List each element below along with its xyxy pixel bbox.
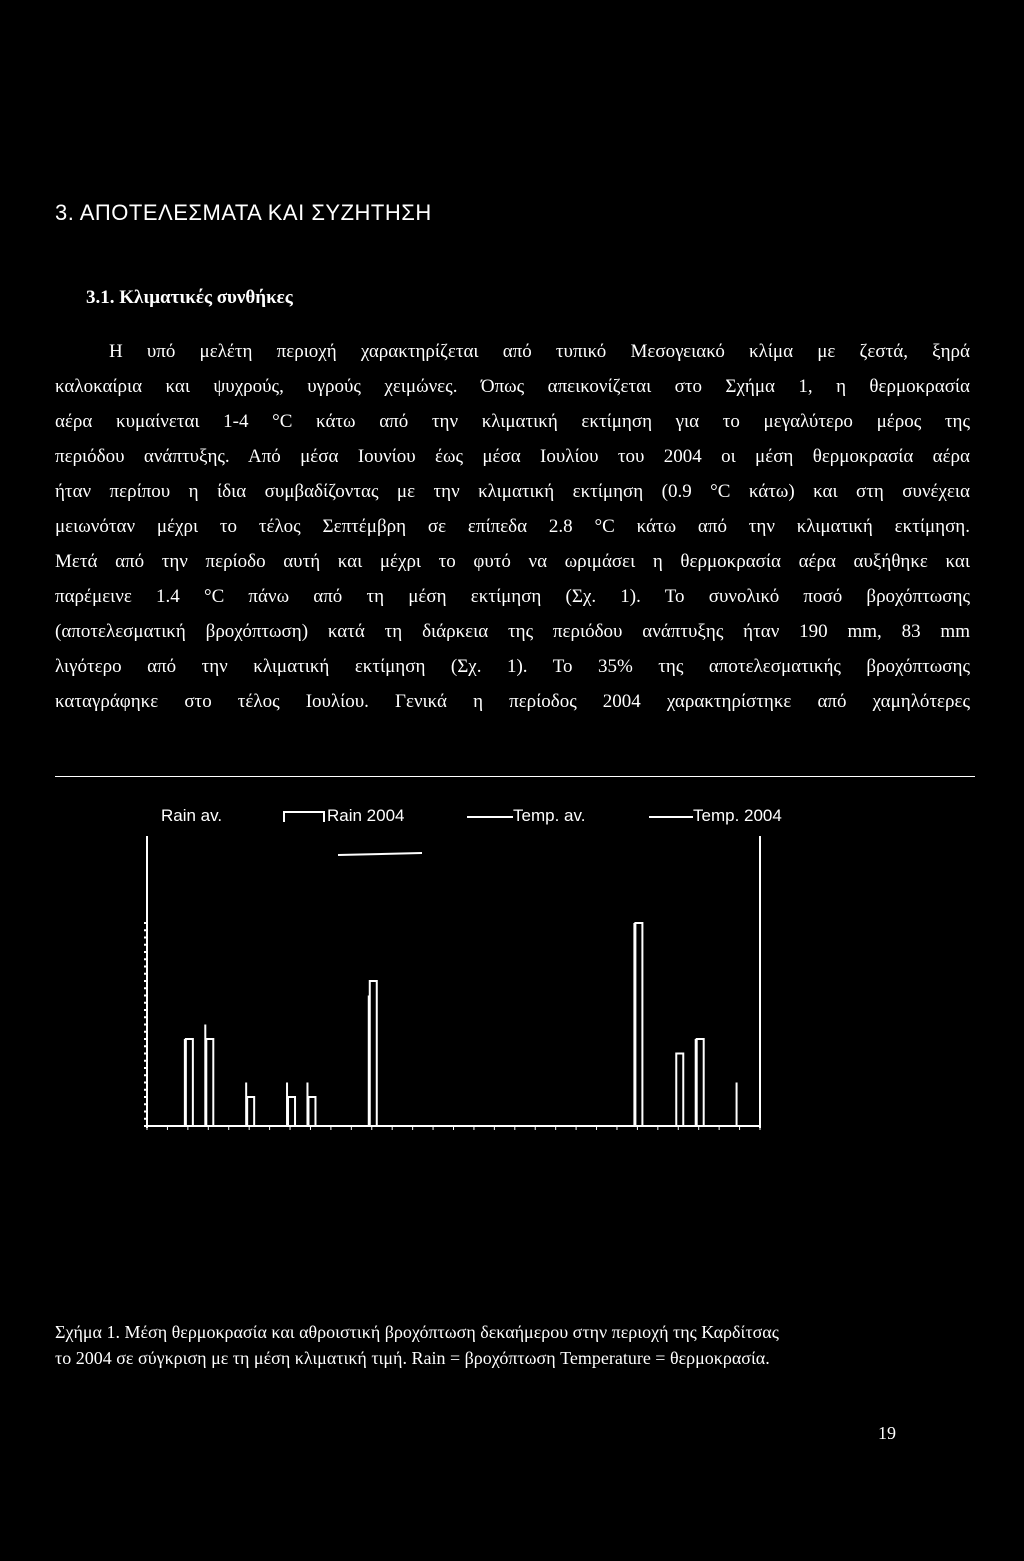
bar-rain-2004 xyxy=(186,1039,193,1126)
figure-chart xyxy=(55,776,975,1268)
paragraph-line: Μετά από την περίοδο αυτή και μέχρι το φυτό να ωριμάσει η θερμοκρασία αέρα αυξήθηκε και xyxy=(55,551,970,572)
paragraph-line: (αποτελεσματική βροχόπτωση) κατά τη διάρκεια της περιόδου ανάπτυξης ήταν 190 mm, 83 mm xyxy=(55,621,970,642)
bar-rain-2004 xyxy=(247,1097,254,1126)
paragraph-line: μειωνόταν μέχρι το τέλος Σεπτέμβρη σε επίπεδα 2.8 °C κάτω από την κλιματική εκτίμηση. xyxy=(55,516,970,537)
bar-rain-2004 xyxy=(206,1039,213,1126)
paragraph-line: αέρα κυμαίνεται 1-4 °C κάτω από την κλιματική εκτίμηση για το μεγαλύτερο μέρος της xyxy=(55,411,970,432)
bar-swatch-icon xyxy=(283,811,325,822)
bar-rain-2004 xyxy=(676,1054,683,1127)
legend-label: Rain av. xyxy=(161,806,223,825)
page-number: 19 xyxy=(878,1423,896,1443)
legend-label: Temp. av. xyxy=(513,806,586,825)
figure-caption-line: Σχήμα 1. Μέση θερμοκρασία και αθροιστική βροχόπτωση δεκαήμερου στην περιοχή της Καρδίτσας xyxy=(55,1322,779,1342)
legend-label: Temp. 2004 xyxy=(693,806,782,825)
subsection-heading: 3.1. Κλιματικές συνθήκες xyxy=(86,287,293,308)
line-swatch-icon xyxy=(467,816,513,818)
paragraph-line: περιόδου ανάπτυξης. Από μέσα Ιουνίου έως μέσα Ιουλίου του 2004 οι μέση θερμοκρασία αέρα xyxy=(55,446,970,467)
legend-item-temp-av xyxy=(467,806,585,826)
figure-caption-line: το 2004 σε σύγκριση με τη μέση κλιματική τιμή. Rain = βροχόπτωση Temperature = θερμοκρασία. xyxy=(55,1348,770,1368)
paragraph-line: ήταν περίπου η ίδια συμβαδίζοντας με την κλιματική εκτίμηση (0.9 °C κάτω) και στη συνέχεια xyxy=(55,481,970,502)
legend-item-rain-2004 xyxy=(283,806,405,826)
paragraph-line: καταγράφηκε στο τέλος Ιουλίου. Γενικά η περίοδος 2004 χαρακτηρίστηκε από χαμηλότερες xyxy=(55,691,970,712)
bar-rain-2004 xyxy=(288,1097,295,1126)
figure-frame xyxy=(55,776,975,1268)
paragraph-line: καλοκαίρια και ψυχρούς, υγρούς χειμώνες. Όπως απεικονίζεται στο Σχήμα 1, η θερμοκρασία xyxy=(55,376,970,397)
legend-item-temp-2004 xyxy=(649,806,782,826)
paragraph-line: παρέμεινε 1.4 °C πάνω από τη μέση εκτίμηση (Σχ. 1). Το συνολικό ποσό βροχόπτωσης xyxy=(55,586,970,607)
bar-rain-2004 xyxy=(635,923,642,1126)
bar-rain-2004 xyxy=(697,1039,704,1126)
legend-item-rain-av xyxy=(161,806,222,826)
paragraph-line: λιγότερο από την κλιματική εκτίμηση (Σχ. 1). Το 35% της αποτελεσματικής βροχόπτωσης xyxy=(55,656,970,677)
bar-rain-2004 xyxy=(370,981,377,1126)
section-heading: 3. ΑΠΟΤΕΛΕΣΜΑΤΑ ΚΑΙ ΣΥΖΗΤΗΣΗ xyxy=(55,200,432,225)
legend-label: Rain 2004 xyxy=(327,806,405,825)
line-swatch-icon xyxy=(649,816,693,818)
temperature-line-sample xyxy=(338,853,422,855)
paragraph-line: Η υπό μελέτη περιοχή χαρακτηρίζεται από τυπικό Μεσογειακό κλίμα με ζεστά, ξηρά xyxy=(109,341,970,362)
bar-rain-2004 xyxy=(308,1097,315,1126)
